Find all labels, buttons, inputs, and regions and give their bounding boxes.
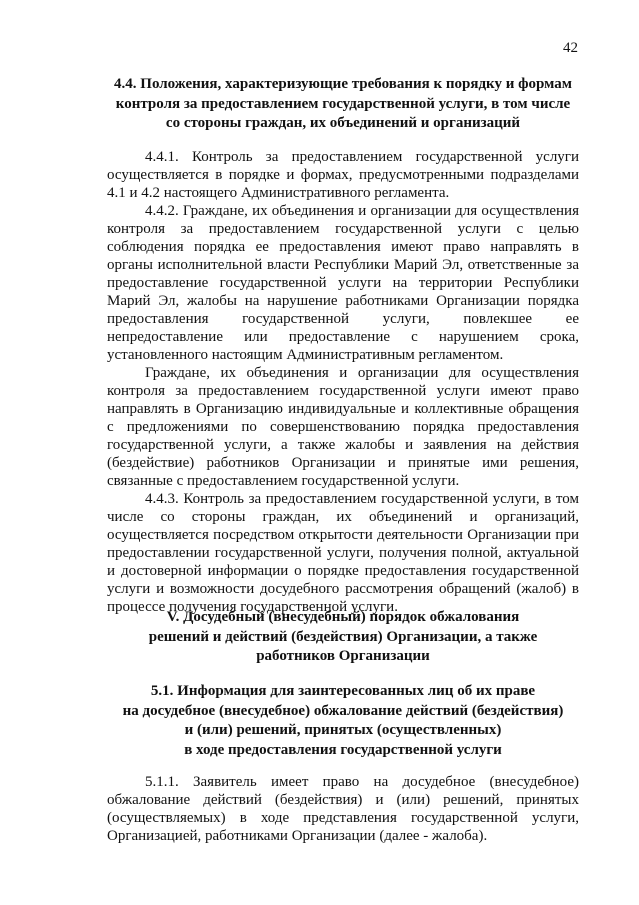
heading-line: и (или) решений, принятых (осуществленных) (184, 722, 502, 738)
heading-line: контроля за предоставлением государственной услуги, в том числе (115, 95, 571, 112)
section-5-1-heading (107, 682, 579, 760)
section-4-4-text (107, 148, 579, 616)
paragraph-4-4-3: 4.4.3. Контроль за предоставлением государственной услуги, в том числе со стороны граждан, их объединений и организаций, осуществляется посредством открытости деятельности Организации при предоставлении государственной услуги, получения полной, актуальной и достоверной информации о порядке предоставления государственной услуги и возможности досудебного рассмотрения обращений (жалоб) в процессе получения государственной услуги. (107, 491, 579, 615)
heading-line: 5.1. Информация для заинтересованных лиц об их праве (150, 683, 536, 699)
heading-line: работников Организации (256, 648, 430, 664)
paragraph-4-4-2: 4.4.2. Граждане, их объединения и организации для осуществления контроля за предоставлением государственной услуги с целью соблюдения порядка ее предоставления имеют право направлять в органы исполнительной власти Республики Марий Эл, ответственные за предоставление государственной услуги на территории Республики Марий Эл, жалобы на нарушение работниками Организации порядка предоставления государственной услуги, повлекшее ее непредоставление или предоставление с нарушением срока, установленного настоящим Административным регламентом. (107, 203, 579, 363)
section-5-1-text (107, 773, 579, 845)
heading-line: в ходе предоставления государственной услуги (184, 741, 502, 758)
page-number: 42 (563, 40, 578, 56)
heading-line: решений и действий (бездействия) Организации, а также (148, 628, 538, 645)
heading-line: V. Досудебный (внесудебный) порядок обжалования (166, 609, 520, 625)
heading-line: на досудебное (внесудебное) обжалование действий (бездействия) (122, 702, 564, 719)
heading-line: 4.4. Положения, характеризующие требования к порядку и формам (114, 76, 572, 92)
heading-line: со стороны граждан, их объединений и организаций (165, 115, 521, 131)
paragraph-citizens-rights: Граждане, их объединения и организации для осуществления контроля за предоставлением государственной услуги имеют право направлять в Организацию индивидуальные и коллективные обращения с предложениями по совершенствованию порядка предоставления государственной услуги, а также жалобы и заявления на действия (бездействие) работников Организации и принятые ими решения, связанные с предоставлением государственной услуги. (107, 365, 579, 489)
paragraph-5-1-1: 5.1.1. Заявитель имеет право на досудебное (внесудебное) обжалование действий (бездействия) и (или) решений, принятых (осуществляемых) в ходе представления государственной услуги, Организацией, работниками Организации (далее - жалоба). (107, 774, 579, 844)
section-v-heading (107, 608, 579, 667)
paragraph-4-4-1: 4.4.1. Контроль за предоставлением государственной услуги осуществляется в порядке и формах, предусмотренными подразделами 4.1 и 4.2 настоящего Административного регламента. (107, 149, 579, 201)
section-4-4-heading (107, 75, 579, 134)
